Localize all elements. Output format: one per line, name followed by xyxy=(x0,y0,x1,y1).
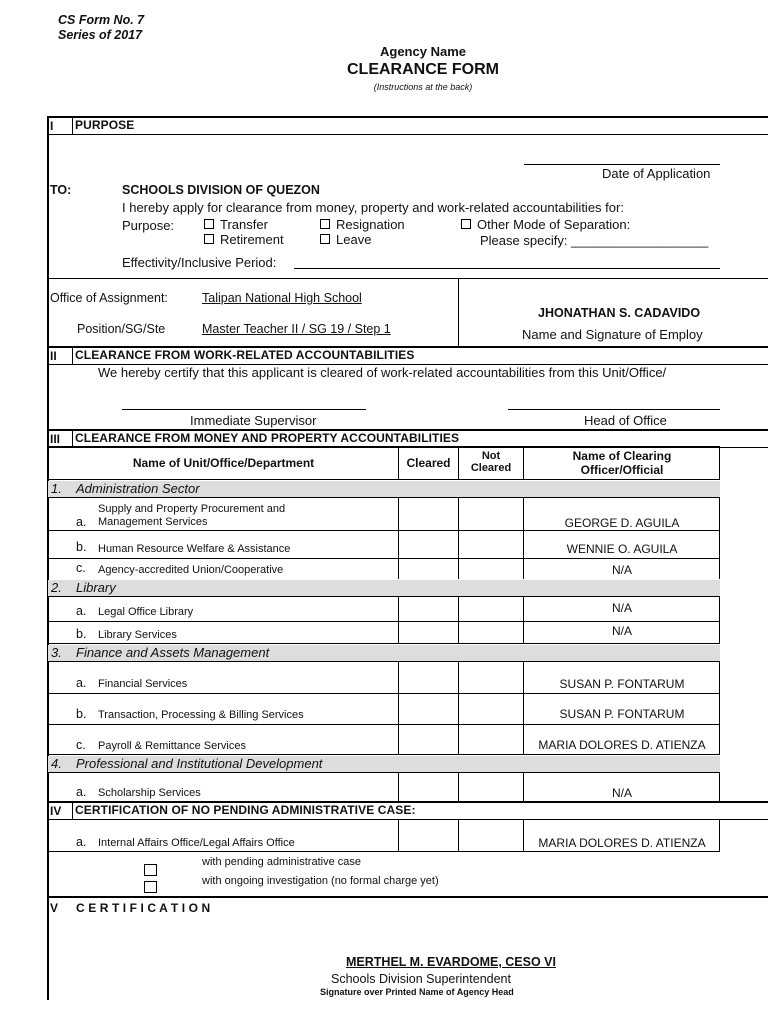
agency-name: Agency Name xyxy=(380,44,466,59)
group-professional-dev: 4. Professional and Institutional Development xyxy=(48,756,720,772)
section-admin-case-header xyxy=(48,801,768,820)
please-specify-field[interactable]: Please specify: ___________________ xyxy=(480,233,709,248)
effectivity-label: Effectivity/Inclusive Period: xyxy=(122,255,277,270)
instructions-note: (Instructions at the back) xyxy=(373,82,473,92)
section-title: CERTIFICATION OF NO PENDING ADMINISTRATIVE CASE: xyxy=(75,803,416,817)
form-number: CS Form No. 7 xyxy=(58,13,145,27)
application-statement: I hereby apply for clearance from money, property and work-related accountabilities for: xyxy=(122,200,624,215)
employee-caption: Name and Signature of Employ xyxy=(522,327,703,342)
head-line[interactable] xyxy=(508,409,720,410)
to-label: TO: xyxy=(50,183,72,197)
section-title: CLEARANCE FROM WORK-RELATED ACCOUNTABILITIES xyxy=(75,348,415,362)
employee-name: JHONATHAN S. CADAVIDO xyxy=(538,306,701,320)
pending-case-label: with pending administrative case xyxy=(202,856,361,868)
section-number: V xyxy=(50,901,59,915)
signatory-caption: Signature over Printed Name of Agency Head xyxy=(320,987,514,997)
work-statement: We hereby certify that this applicant is cleared of work-related accountabilities from this Unit/Office/ xyxy=(98,365,667,380)
group-finance: 3. Finance and Assets Management xyxy=(48,645,720,661)
col-header-not-cleared-2: Cleared xyxy=(470,462,512,474)
date-of-application-label: Date of Application xyxy=(602,166,711,181)
checkbox-icon xyxy=(461,219,471,229)
section-title: CLEARANCE FROM MONEY AND PROPERTY ACCOUNTABILITIES xyxy=(75,431,460,445)
position-label: Position/SG/Ste xyxy=(77,322,166,336)
purpose-label: Purpose: xyxy=(122,218,175,233)
effectivity-line[interactable] xyxy=(294,268,720,269)
office-label: Office of Assignment: xyxy=(50,291,168,305)
option-other-mode[interactable]: Other Mode of Separation: xyxy=(461,217,630,232)
section-number: II xyxy=(50,349,57,363)
pending-case-checkbox[interactable] xyxy=(144,864,157,876)
checkbox-icon xyxy=(320,219,330,229)
supervisor-label: Immediate Supervisor xyxy=(190,413,317,428)
section-number: IV xyxy=(50,804,62,818)
form-title: CLEARANCE FORM xyxy=(347,61,499,78)
col-header-official: Name of Clearing xyxy=(572,449,672,463)
checkbox-icon xyxy=(204,219,214,229)
section-number: I xyxy=(50,119,54,133)
checkbox-icon xyxy=(320,234,330,244)
col-header-official-2: Officer/Official xyxy=(580,463,664,477)
col-header-cleared: Cleared xyxy=(406,456,451,470)
option-resignation[interactable]: Resignation xyxy=(320,217,405,232)
group-library: 2. Library xyxy=(48,580,720,596)
section-certification-header xyxy=(48,896,768,914)
to-value: SCHOOLS DIVISION OF QUEZON xyxy=(122,183,320,197)
ongoing-investigation-checkbox[interactable] xyxy=(144,881,157,893)
group-admin-sector: 1. Administration Sector xyxy=(48,481,720,497)
option-leave[interactable]: Leave xyxy=(320,232,371,247)
option-transfer[interactable]: Transfer xyxy=(204,217,268,232)
office-value: Talipan National High School xyxy=(202,291,362,305)
col-header-unit: Name of Unit/Office/Department xyxy=(132,456,315,470)
section-work-header xyxy=(48,346,768,365)
ongoing-investigation-label: with ongoing investigation (no formal charge yet) xyxy=(202,875,439,887)
section-number: III xyxy=(50,432,61,446)
col-header-not-cleared: Not xyxy=(481,450,501,462)
signatory-name: MERTHEL M. EVARDOME, CESO VI xyxy=(346,955,556,969)
checkbox-icon xyxy=(204,234,214,244)
supervisor-line[interactable] xyxy=(122,409,366,410)
section-title: PURPOSE xyxy=(75,118,135,132)
option-retirement[interactable]: Retirement xyxy=(204,232,284,247)
position-value: Master Teacher II / SG 19 / Step 1 xyxy=(202,322,391,336)
section-title: C E R T I F I C A T I O N xyxy=(76,901,211,915)
date-line xyxy=(524,164,720,165)
head-label: Head of Office xyxy=(584,413,667,428)
section-purpose-header xyxy=(48,116,768,135)
signatory-title: Schools Division Superintendent xyxy=(331,972,511,986)
form-series: Series of 2017 xyxy=(58,28,143,42)
